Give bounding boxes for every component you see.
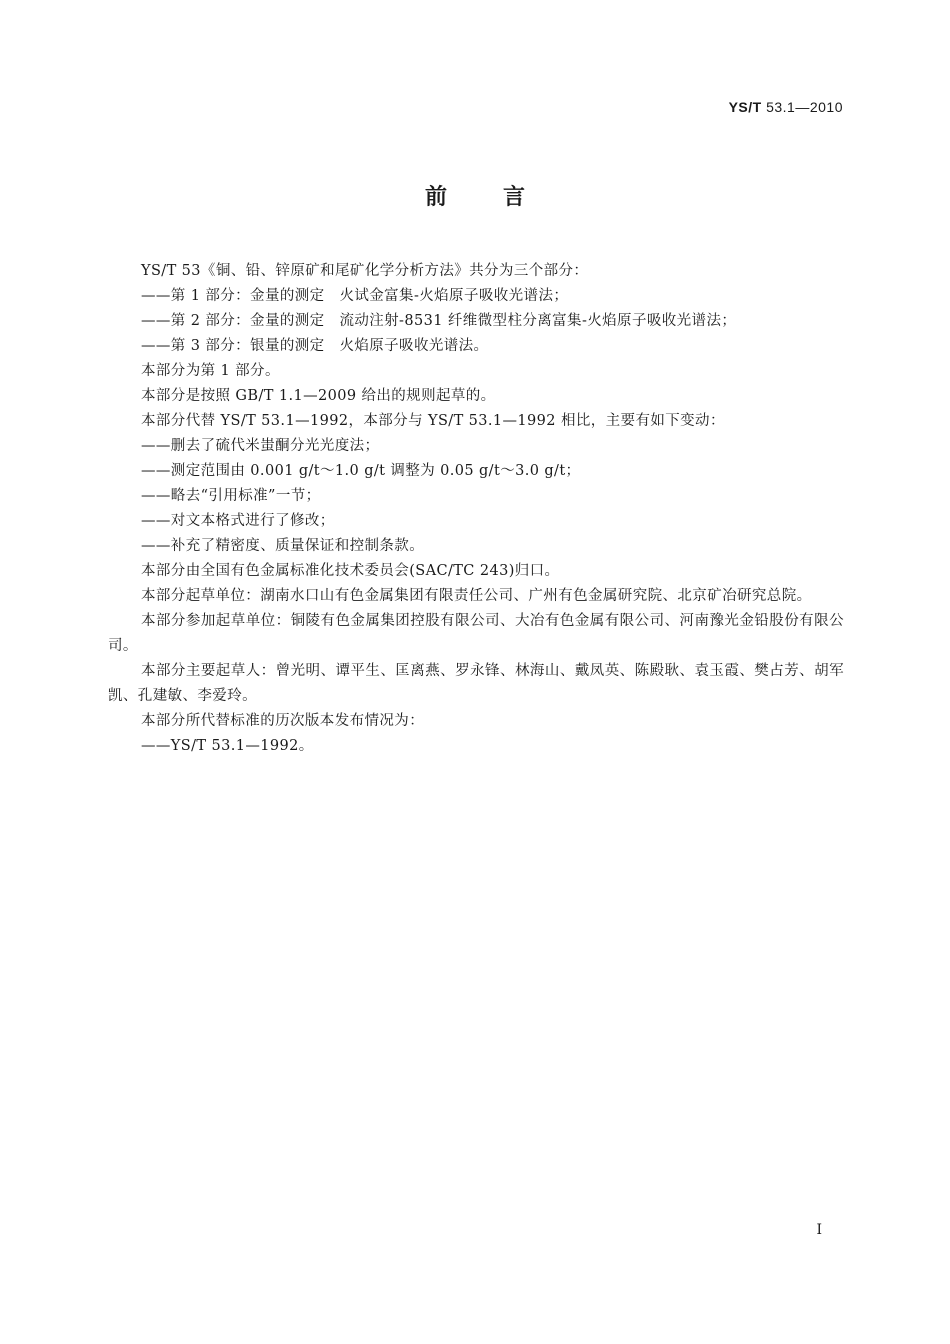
list-item: ——测定范围由 0.001 g/t～1.0 g/t 调整为 0.05 g/t～3.0 g/t； xyxy=(141,463,581,479)
list-item: ——略去“引用标准”一节； xyxy=(141,488,321,504)
page-title: 前言 xyxy=(424,185,581,210)
standard-code-prefix: YS/T xyxy=(728,99,762,115)
paragraph: 本部分是按照 GB/T 1.1—2009 给出的规则起草的。 xyxy=(141,388,496,404)
list-item: ——对文本格式进行了修改； xyxy=(141,513,335,529)
paragraph: 本部分主要起草人：曾光明、谭平生、匡离燕、罗永锋、林海山、戴凤英、陈殿耿、袁玉霞、樊占芳、胡军凯、孔建敏、李爱玲。 xyxy=(108,663,844,704)
list-item: ——第 1 部分：金量的测定 火试金富集-火焰原子吸收光谱法； xyxy=(141,288,569,304)
list-item: ——补充了精密度、质量保证和控制条款。 xyxy=(141,538,425,554)
paragraph: 本部分代替 YS/T 53.1—1992，本部分与 YS/T 53.1—1992 相比，主要有如下变动： xyxy=(141,413,725,429)
paragraph: 本部分参加起草单位：铜陵有色金属集团控股有限公司、大冶有色金属有限公司、河南豫光金铅股份有限公司。 xyxy=(108,613,844,654)
list-item: ——YS/T 53.1—1992。 xyxy=(141,738,314,754)
standard-code xyxy=(729,99,843,115)
list-item: ——删去了硫代米蚩酮分光光度法； xyxy=(141,438,380,454)
paragraph: 本部分起草单位：湖南水口山有色金属集团有限责任公司、广州有色金属研究院、北京矿冶研究总院。 xyxy=(141,588,812,604)
list-item: ——第 2 部分：金量的测定 流动注射-8531 纤维微型柱分离富集-火焰原子吸收光谱法； xyxy=(141,313,737,329)
standard-code-number: 53.1—2010 xyxy=(766,99,843,115)
paragraph: 本部分为第 1 部分。 xyxy=(141,363,280,379)
paragraph: 本部分由全国有色金属标准化技术委员会(SAC/TC 243)归口。 xyxy=(141,563,560,579)
list-item: ——第 3 部分：银量的测定 火焰原子吸收光谱法。 xyxy=(141,338,489,354)
paragraph: YS/T 53《铜、铅、锌原矿和尾矿化学分析方法》共分为三个部分： xyxy=(141,263,589,279)
foreword-body xyxy=(108,259,844,759)
paragraph: 本部分所代替标准的历次版本发布情况为： xyxy=(141,713,425,729)
page-number: I xyxy=(816,1222,822,1238)
